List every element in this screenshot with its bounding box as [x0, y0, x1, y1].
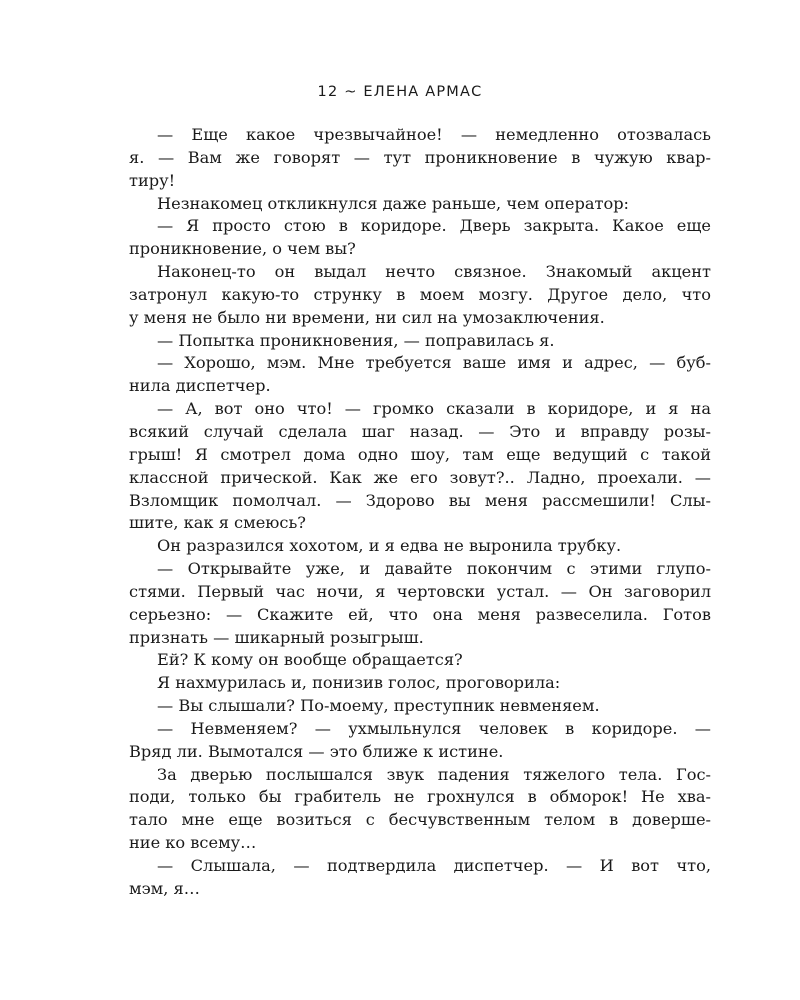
text-line: Взломщик помолчал. — Здорово вы меня рассмешили! Слы-: [129, 490, 711, 510]
body-text: [129, 124, 711, 901]
text-line: — А, вот оно что! — громко сказали в коридоре, и я на: [157, 399, 711, 419]
text-line: — Слышала, — подтвердила диспетчер. — И вот что,: [157, 856, 711, 875]
text-line: мэм, я…: [129, 878, 200, 898]
separator: ~: [344, 84, 358, 100]
text-line: Я нахмурилась и, понизив голос, проговорила:: [157, 673, 561, 693]
text-line: стями. Первый час ночи, я чертовски устал. — Он заговорил: [129, 581, 711, 601]
page-number: 12: [317, 84, 339, 100]
text-line: — Я просто стою в коридоре. Дверь закрыта. Какое еще: [157, 216, 711, 236]
text-line: серьезно: — Скажите ей, что она меня развеселила. Готов: [129, 604, 711, 624]
text-line: Вряд ли. Вымотался — это ближе к истине.: [129, 741, 504, 761]
text-line: Ей? К кому он вообще обращается?: [157, 650, 463, 670]
text-line: тиру!: [129, 170, 176, 190]
text-line: — Попытка проникновения, — поправилась я.: [157, 330, 555, 350]
text-line: у меня не было ни времени, ни сил на умозаключения.: [129, 307, 605, 327]
running-head: [0, 84, 800, 100]
text-line: грыш! Я смотрел дома одно шоу, там еще ведущий с такой: [129, 444, 711, 464]
text-line: поди, только бы грабитель не грохнулся в обморок! Не хва-: [129, 787, 711, 807]
author-name: ЕЛЕНА АРМАС: [363, 84, 483, 100]
text-line: Наконец-то он выдал нечто связное. Знакомый акцент: [157, 262, 711, 282]
text-line: Незнакомец откликнулся даже раньше, чем оператор:: [157, 193, 630, 213]
text-line: тало мне еще возиться с бесчувственным телом в доверше-: [129, 810, 711, 830]
text-line: — Еще какое чрезвычайное! — немедленно отозвалась: [157, 125, 711, 144]
text-line: классной прической. Как же его зовут?.. Ладно, проехали. —: [129, 467, 711, 487]
text-line: я. — Вам же говорят — тут проникновение в чужую квар-: [129, 147, 711, 167]
text-line: шите, как я смеюсь?: [129, 513, 306, 533]
text-line: — Хорошо, мэм. Мне требуется ваше имя и адрес, — буб-: [157, 353, 711, 373]
text-line: признать — шикарный розыгрыш.: [129, 627, 424, 647]
text-line: ние ко всему…: [129, 833, 257, 853]
text-line: — Открывайте уже, и давайте покончим с этими глупо-: [157, 559, 711, 579]
text-line: — Невменяем? — ухмыльнулся человек в коридоре. —: [157, 718, 711, 738]
text-line: — Вы слышали? По-моему, преступник невменяем.: [157, 696, 600, 716]
text-line: Он разразился хохотом, и я едва не выронила трубку.: [157, 536, 622, 556]
text-line: всякий случай сделала шаг назад. — Это и вправду розы-: [129, 421, 711, 441]
text-line: затронул какую-то струнку в моем мозгу. Другое дело, что: [129, 284, 711, 304]
text-line: За дверью послышался звук падения тяжелого тела. Гос-: [157, 764, 711, 784]
text-line: проникновение, о чем вы?: [129, 239, 356, 259]
text-line: нила диспетчер.: [129, 376, 271, 396]
